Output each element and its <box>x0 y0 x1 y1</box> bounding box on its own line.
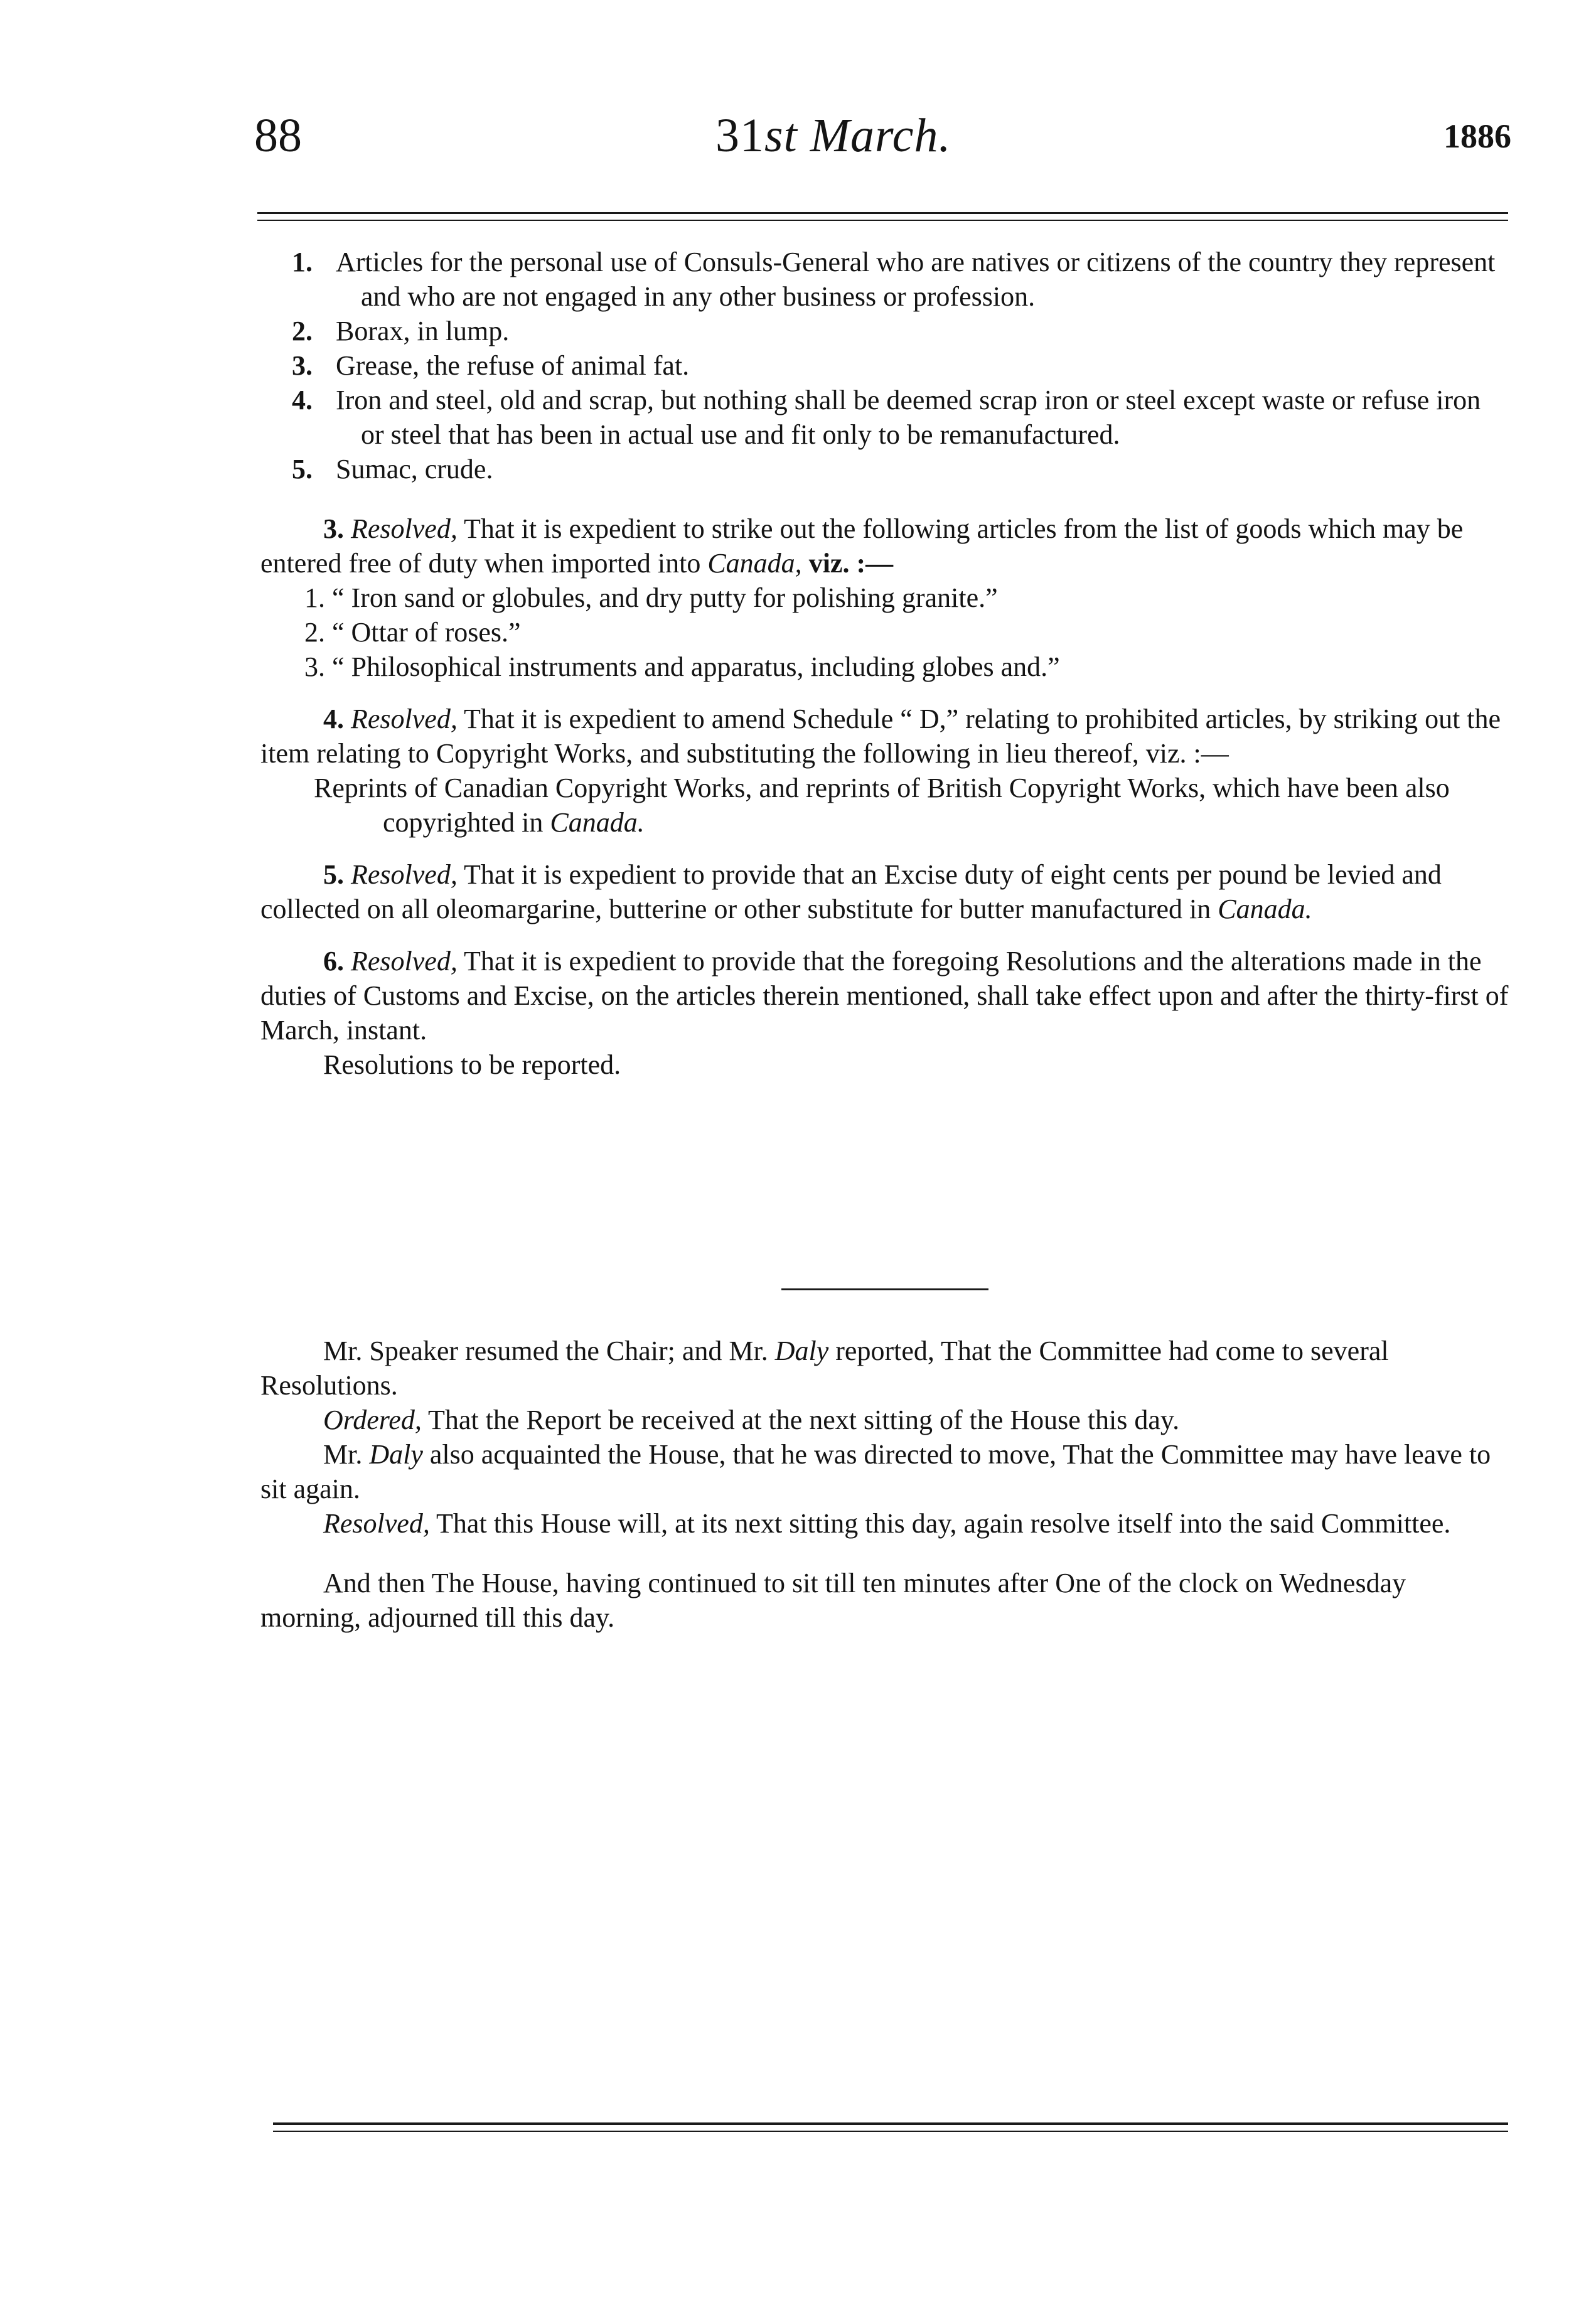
resolution-4: 4. Resolved, That it is expedient to amend Schedule “ D,” relating to prohibited articles, by striking out the item relating to Copyright Works, and substituting the following in lieu thereof, viz. :— <box>260 704 1501 769</box>
item-text: Borax, in lump. <box>336 316 510 346</box>
page-number: 88 <box>254 109 302 162</box>
proceedings-body <box>260 1334 1509 1635</box>
list-item <box>260 314 1509 348</box>
item-number: 3. <box>292 350 313 381</box>
item-text: Sumac, crude. <box>336 454 493 484</box>
reprints-clause: Reprints of Canadian Copyright Works, and reprints of British Copyright Works, which have been also copyrighted in Canada. <box>314 773 1450 838</box>
page-year: 1886 <box>1443 117 1511 155</box>
date-number: 31 <box>715 109 764 162</box>
resolution-3: 3. Resolved, That it is expedient to strike out the following articles from the list of goods which may be entered free of duty when imported into Canada, viz. :— <box>260 513 1464 579</box>
footer-rule-top <box>273 2122 1508 2125</box>
header-rule-top <box>257 212 1508 214</box>
resolved-label: Resolved, <box>351 513 458 544</box>
list-item <box>260 452 1509 486</box>
resolved-label: Resolved, <box>351 946 458 977</box>
item-number: 5. <box>292 454 313 484</box>
speaker-resumed: Mr. Speaker resumed the Chair; and Mr. Daly reported, That the Committee had come to several Resolutions. <box>260 1335 1389 1401</box>
item-number: 1. <box>292 247 313 277</box>
list-item <box>260 245 1509 314</box>
page-date <box>715 109 951 162</box>
resolution-6: 6. Resolved, That it is expedient to provide that the foregoing Resolutions and the alterations made in the duties of Customs and Excise, on the articles therein mentioned, shall take effect upon and after the thirty-first of March, instant. <box>260 946 1509 1046</box>
item-text: Grease, the refuse of animal fat. <box>336 350 690 381</box>
item-text: Iron and steel, old and scrap, but nothing shall be deemed scrap iron or steel except waste or refuse iron or steel that has been in actual use and fit only to be remanufactured. <box>336 385 1481 450</box>
date-month: March. <box>810 109 951 162</box>
ordered-report: Ordered, That the Report be received at the next sitting of the House this day. <box>323 1405 1180 1435</box>
list-item: 1. “ Iron sand or globules, and dry putty for polishing granite.” <box>304 582 998 613</box>
resolutions-body <box>260 245 1509 1082</box>
resolved-label: Resolved, <box>351 704 458 734</box>
list-item <box>260 348 1509 383</box>
adjournment: And then The House, having continued to sit till ten minutes after One of the clock on Wednesday morning, adjourned till this day. <box>260 1568 1406 1633</box>
resolved-label: Resolved, <box>351 859 458 890</box>
header-rule-bottom <box>257 220 1508 221</box>
resolution-5: 5. Resolved, That it is expedient to provide that an Excise duty of eight cents per pound be levied and collected on all oleomargarine, butterine or other substitute for butter manufactured in Canada. <box>260 859 1442 924</box>
item-number: 2. <box>292 316 313 346</box>
list-item: 3. “ Philosophical instruments and apparatus, including globes and.” <box>304 651 1060 682</box>
item-number: 4. <box>292 385 313 415</box>
list-item <box>260 383 1509 452</box>
resolved-sit-again: Resolved, That this House will, at its next sitting this day, again resolve itself into the said Committee. <box>323 1508 1451 1539</box>
daly-motion: Mr. Daly also acquainted the House, that he was directed to move, That the Committee may have leave to sit again. <box>260 1439 1491 1504</box>
resolutions-reported: Resolutions to be reported. <box>323 1049 621 1080</box>
footer-rule-bottom <box>273 2131 1508 2132</box>
list-item: 2. “ Ottar of roses.” <box>304 617 521 648</box>
date-suffix: st <box>764 109 798 162</box>
section-divider <box>781 1288 988 1290</box>
item-text: Articles for the personal use of Consuls-General who are natives or citizens of the country they represent and who are not engaged in any other business or profession. <box>336 247 1496 312</box>
